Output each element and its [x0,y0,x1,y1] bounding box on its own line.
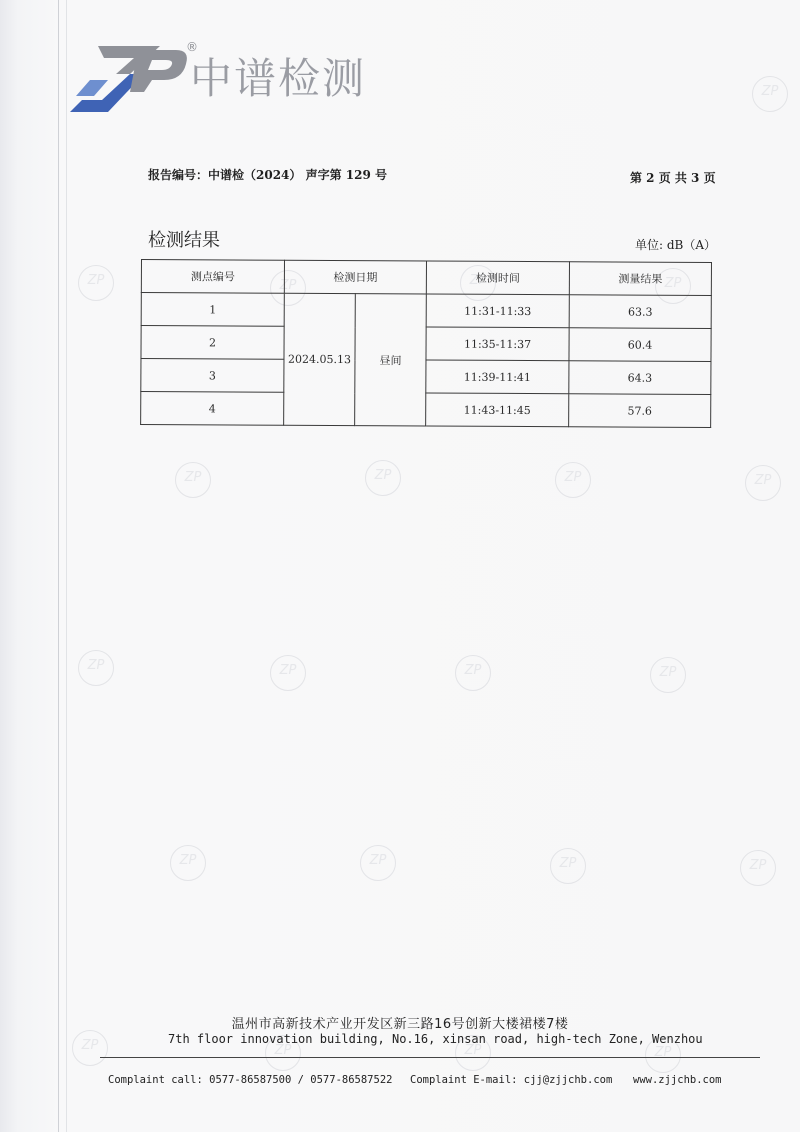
report-number: 报告编号：中谱检（2024） 声字第 129 号 [148,168,387,182]
watermark-seal [555,462,591,498]
cell-time: 11:31-11:33 [426,294,569,328]
cell-time: 11:43-11:45 [426,393,569,427]
results-table [140,259,712,428]
brand-name: 中谱检测 [190,54,367,103]
watermark-seal [550,848,586,884]
header-point: 测点编号 [141,260,284,294]
watermark-seal [78,265,114,301]
footer-divider [100,1057,760,1058]
watermark-seal [365,460,401,496]
complaint-email: Complaint E-mail: cjj@zjjchb.com [410,1074,613,1086]
unit-label: 单位: dB（A） [635,238,717,252]
table-header-row [141,260,711,296]
watermark-seal [72,1030,108,1066]
registered-mark: ® [186,40,198,54]
watermark-seal [170,845,206,881]
watermark-seal [175,462,211,498]
cell-time: 11:35-11:37 [426,327,569,361]
header-time: 检测时间 [426,261,569,295]
table-row [141,326,711,362]
cell-result: 63.3 [569,295,711,329]
complaint-call: Complaint call: 0577-86587500 / 0577-86587522 [108,1074,393,1086]
watermark-seal [740,850,776,886]
cell-result: 60.4 [569,328,711,362]
cell-period: 昼间 [355,294,427,426]
header-result: 测量结果 [569,262,711,296]
binding-edge [58,0,59,1132]
watermark-seal [752,76,788,112]
cell-date: 2024.05.13 [284,293,356,425]
header-date: 检测日期 [284,260,426,294]
table-row [141,392,711,428]
cell-result: 57.6 [569,394,711,428]
cell-time: 11:39-11:41 [426,360,569,394]
watermark-seal [78,650,114,686]
address-chinese: 温州市高新技术产业开发区新三路16号创新大楼裙楼7楼 [231,1017,569,1032]
cell-point: 4 [141,392,284,426]
cell-point: 3 [141,359,284,393]
watermark-seal [650,657,686,693]
cell-point: 1 [141,293,284,327]
table-row [141,359,711,395]
page-indicator: 第 2 页 共 3 页 [630,171,716,185]
watermark-seal [455,655,491,691]
cell-result: 64.3 [569,361,711,395]
website-link[interactable]: www.zjjchb.com [633,1074,722,1086]
section-title: 检测结果 [148,230,220,251]
table-row [141,293,711,329]
watermark-seal [745,465,781,501]
binding-edge-inner [66,0,67,1132]
watermark-seal [360,845,396,881]
cell-point: 2 [141,326,284,360]
watermark-seal [270,655,306,691]
address-english: 7th floor innovation building, No.16, xinsan road, high-tech Zone, Wenzhou [168,1032,703,1046]
